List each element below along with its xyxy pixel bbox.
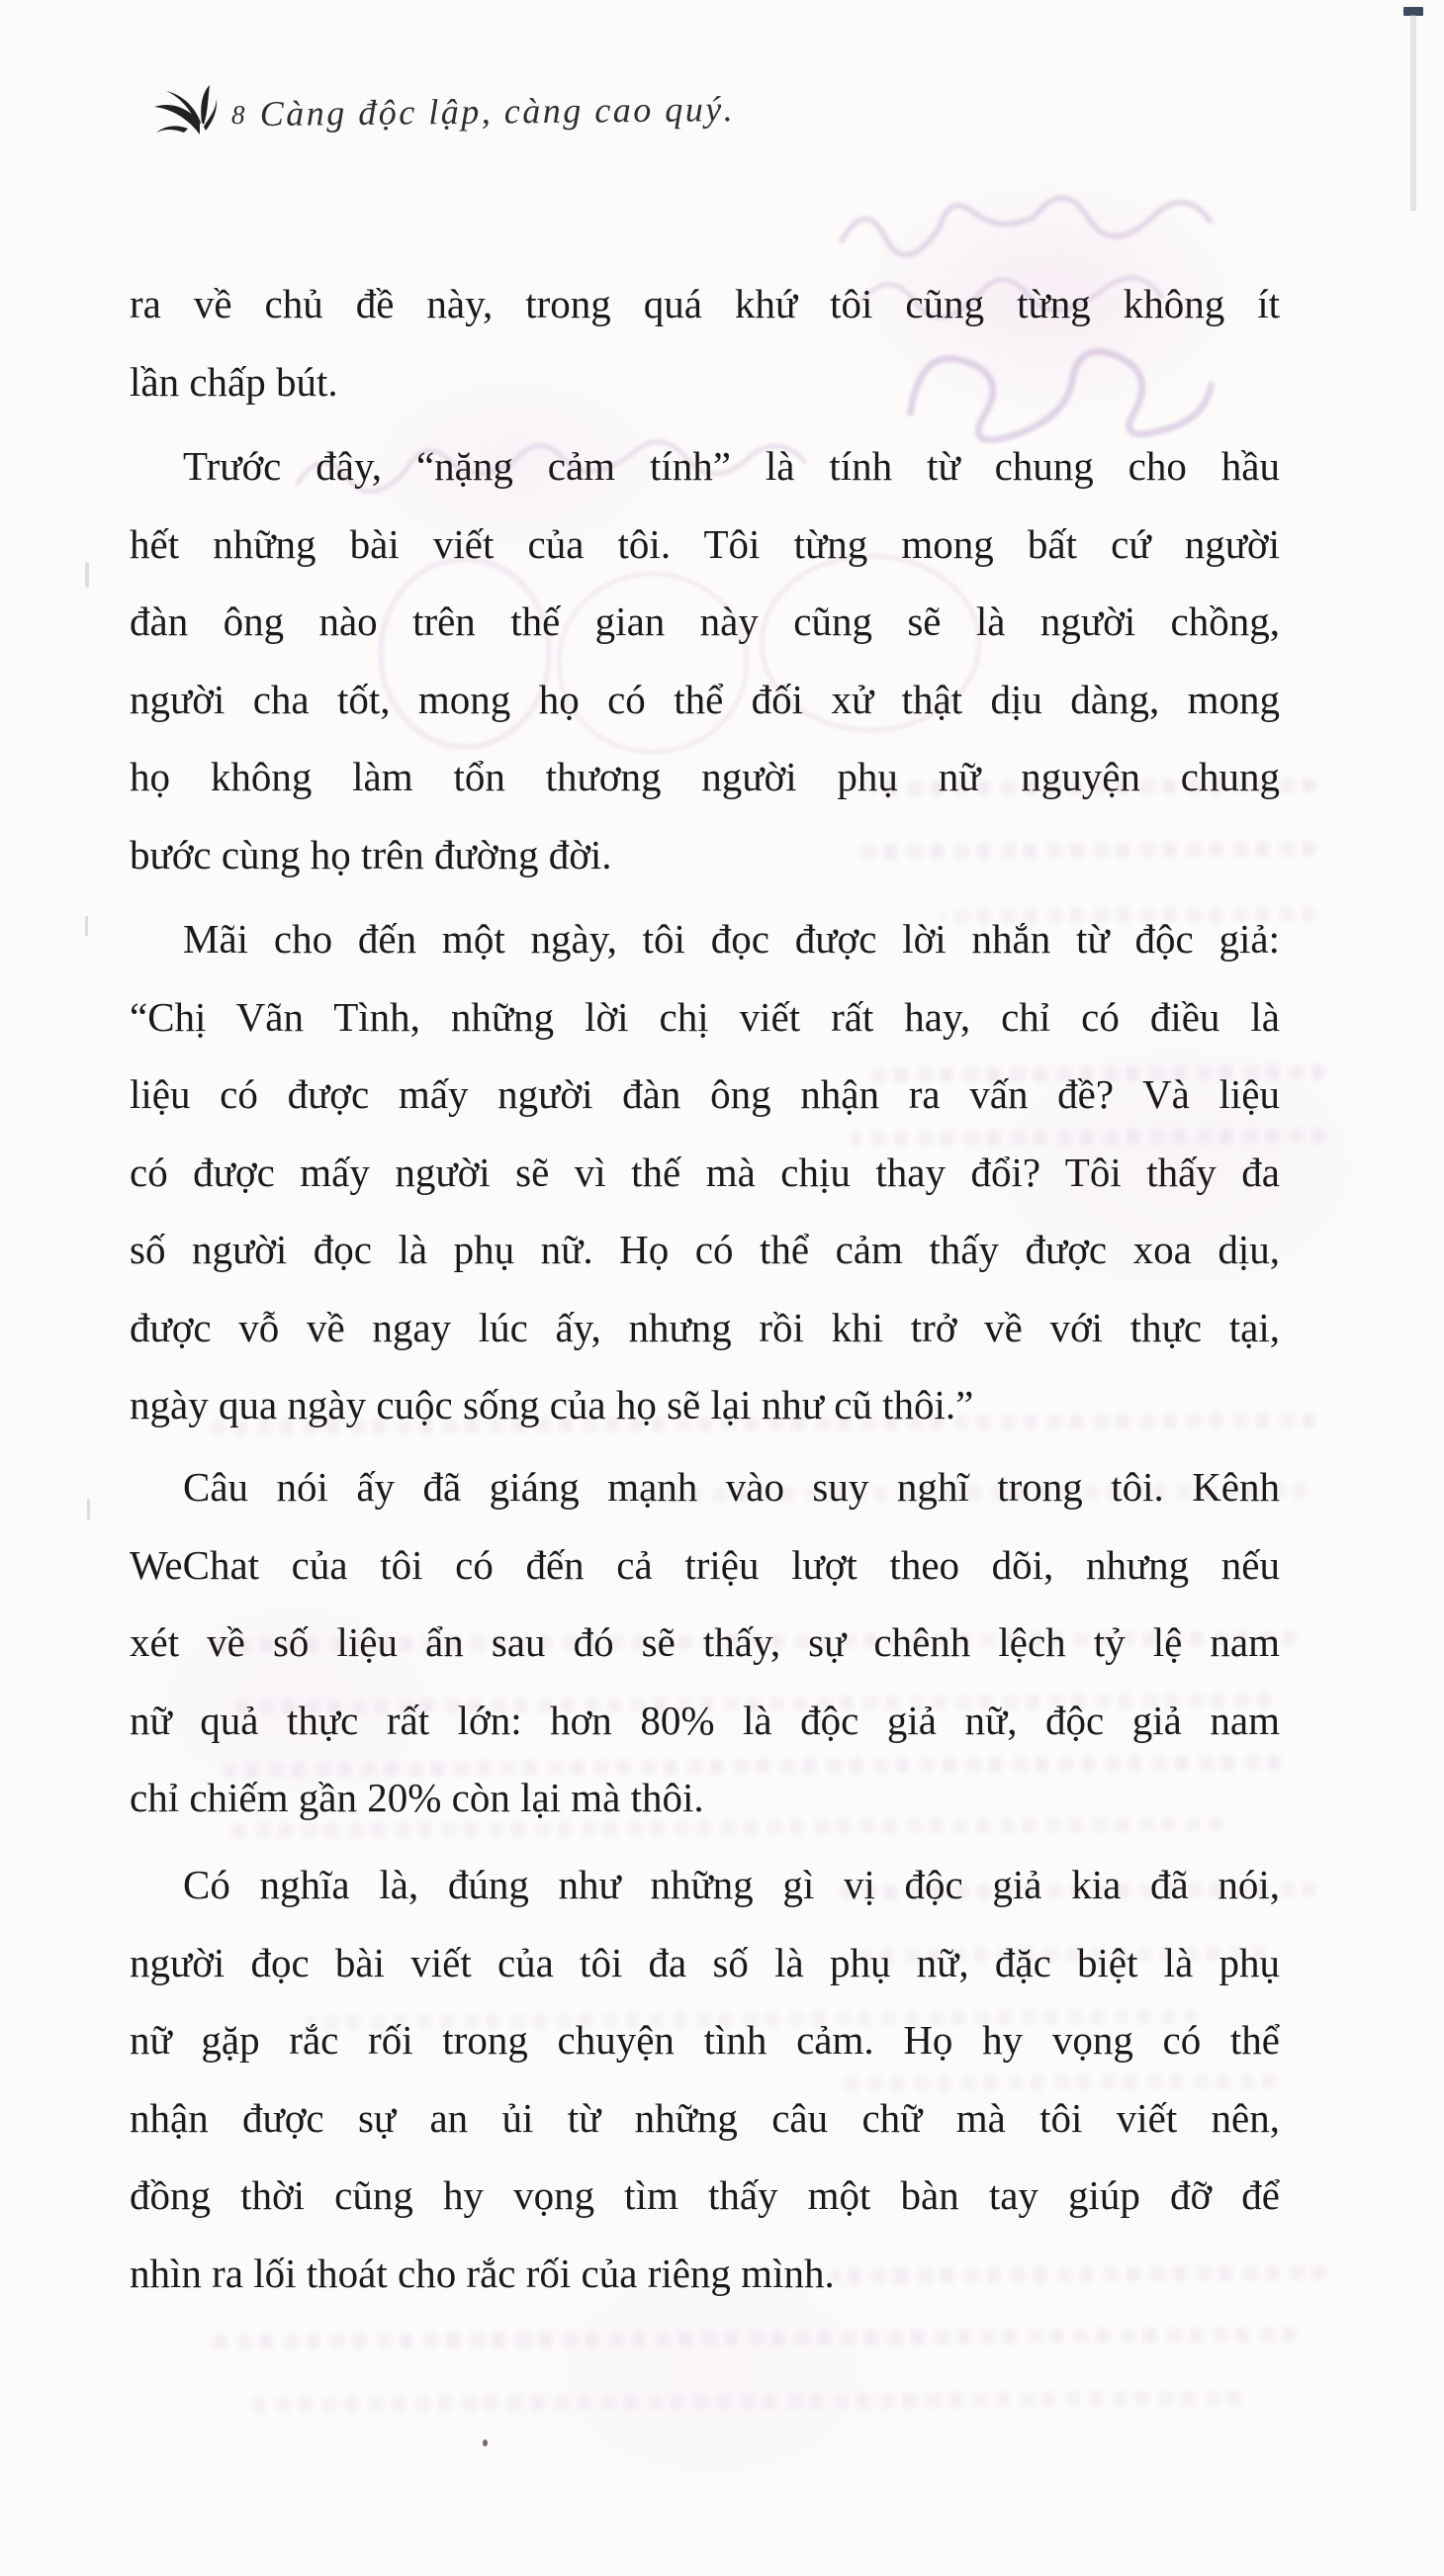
- text-line: được vỗ về ngay lúc ấy, nhưng rồi khi trở về với thực tại,: [130, 1304, 1280, 1350]
- text-line: “Chị Vãn Tình, những lời chị viết rất hay, chỉ có điều là: [130, 993, 1280, 1040]
- text-line: họ không làm tổn thương người phụ nữ nguyện chung: [130, 754, 1280, 799]
- paragraph: [130, 265, 1280, 420]
- scan-edge-mark: [85, 916, 88, 936]
- text-line: nhận được sự an ủi từ những câu chữ mà tôi viết nên,: [130, 2094, 1280, 2141]
- page-edge-line: [1410, 15, 1416, 211]
- running-header: [144, 83, 735, 135]
- text-line: xét về số liệu ẩn sau đó sẽ thấy, sự chênh lệch tỷ lệ nam: [130, 1619, 1280, 1665]
- text-line: đàn ông nào trên thế gian này cũng sẽ là người chồng,: [130, 598, 1280, 644]
- scan-edge-mark: [85, 562, 89, 588]
- text-line: người đọc bài viết của tôi đa số là phụ nữ, đặc biệt là phụ: [130, 1939, 1280, 1985]
- show-through-text-line: [208, 2327, 1296, 2349]
- text-line: Câu nói ấy đã giáng mạnh vào suy nghĩ trong tôi. Kênh: [183, 1464, 1280, 1510]
- text-line: chỉ chiếm gần 20% còn lại mà thôi.: [130, 1775, 704, 1820]
- text-line: đồng thời cũng hy vọng tìm thấy một bàn tay giúp đỡ để: [130, 2172, 1280, 2218]
- show-through-text-line: [252, 2391, 1241, 2413]
- scan-edge-mark: [87, 1499, 90, 1520]
- text-line: bước cùng họ trên đường đời.: [130, 831, 612, 877]
- text-line: nữ gặp rắc rối trong chuyện tình cảm. Họ hy vọng có thể: [130, 2017, 1280, 2063]
- text-line: ra về chủ đề này, trong quá khứ tôi cũng từng không ít: [130, 281, 1280, 326]
- text-line: người cha tốt, mong họ có thể đối xử thật dịu dàng, mong: [130, 676, 1280, 722]
- text-line: Có nghĩa là, đúng như những gì vị độc giả kia đã nói,: [183, 1862, 1280, 1907]
- chapter-running-title: Càng độc lập, càng cao quý.: [259, 88, 735, 135]
- text-line: ngày qua ngày cuộc sống của họ sẽ lại như cũ thôi.”: [130, 1382, 974, 1427]
- paragraph: [130, 1846, 1280, 2312]
- paragraph: [130, 1448, 1280, 1837]
- paragraph: [130, 427, 1280, 893]
- text-line: WeChat của tôi có đến cả triệu lượt theo dõi, nhưng nếu: [130, 1541, 1280, 1588]
- page-number: 8: [231, 100, 246, 130]
- text-line: có được mấy người sẽ vì thế mà chịu thay đổi? Tôi thấy đa: [130, 1149, 1280, 1195]
- text-line: Mãi cho đến một ngày, tôi đọc được lời nhắn từ độc giả:: [183, 916, 1280, 962]
- text-line: hết những bài viết của tôi. Tôi từng mong bất cứ người: [130, 520, 1280, 567]
- ink-speck: [483, 2439, 488, 2446]
- text-line: số người đọc là phụ nữ. Họ có thể cảm thấy được xoa dịu,: [130, 1227, 1280, 1272]
- leaf-sprig-icon: [144, 83, 218, 140]
- text-line: nữ quả thực rất lớn: hơn 80% là độc giả nữ, độc giả nam: [130, 1697, 1280, 1743]
- paragraph: [130, 900, 1280, 1444]
- text-line: liệu có được mấy người đàn ông nhận ra vấn đề? Và liệu: [130, 1071, 1280, 1117]
- text-line: Trước đây, “nặng cảm tính” là tính từ chung cho hầu: [183, 443, 1280, 489]
- text-line: lần chấp bút.: [130, 358, 338, 405]
- text-line: nhìn ra lối thoát cho rắc rối của riêng mình.: [130, 2250, 835, 2296]
